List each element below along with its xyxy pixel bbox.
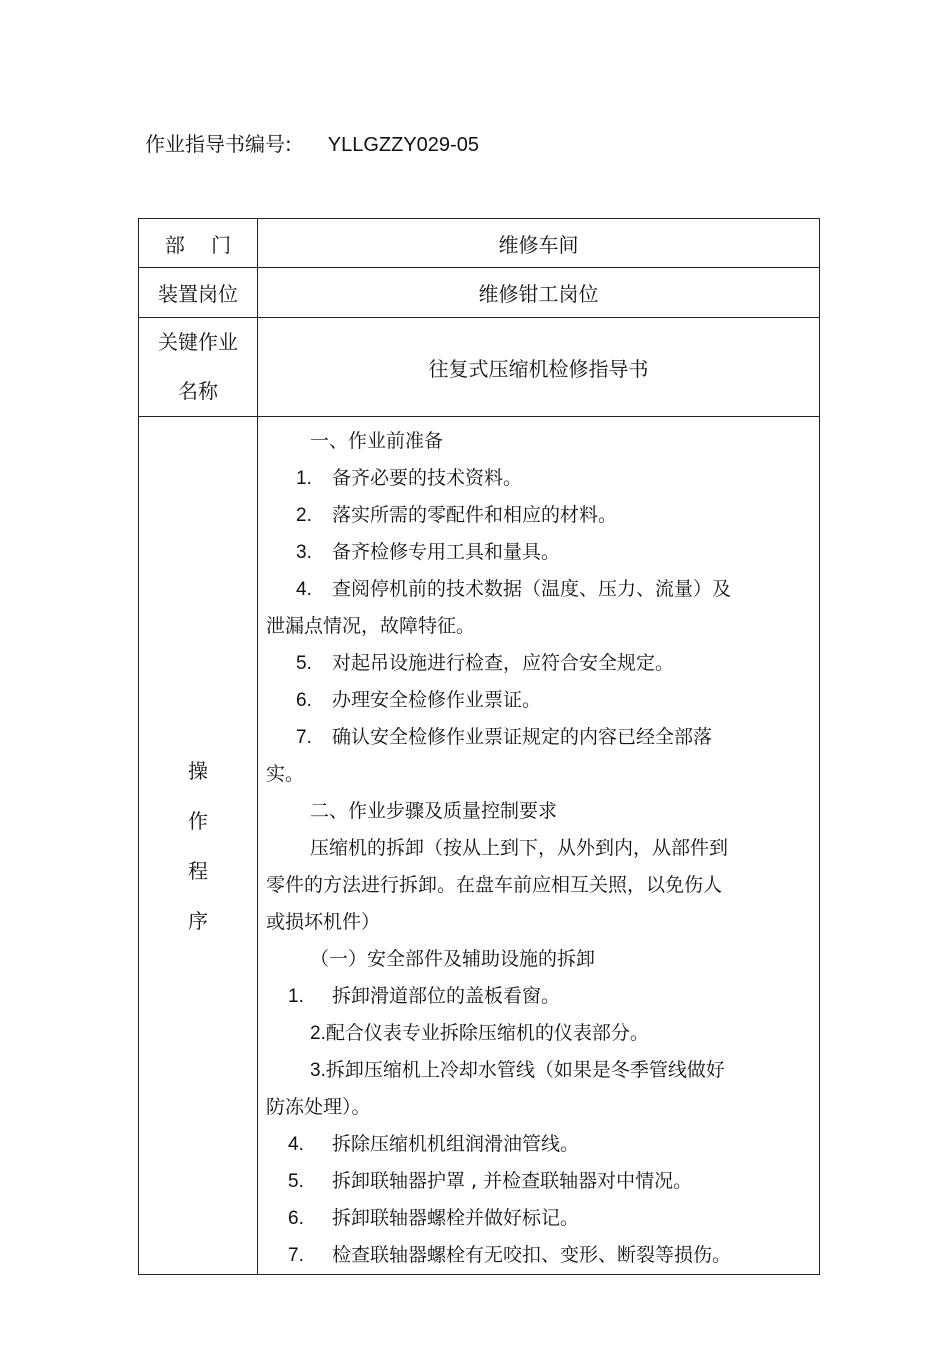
document-number-label: 作业指导书编号: [145,132,292,156]
list-item: 3. 备齐检修专用工具和量具。 [296,541,561,563]
procedure-content [258,417,820,1275]
list-item: 6. 办理安全检修作业票证。 [296,689,542,711]
procedure-row [139,417,820,1275]
list-item: 7. 确认安全检修作业票证规定的内容已经全部落 [296,726,713,748]
work-name-label [139,318,258,417]
post-label: 装置岗位 [139,268,258,318]
department-label: 部 门 [139,219,258,268]
list-item: 5. 拆卸联轴器护罩 , 并检查联轴器对中情况。 [288,1170,693,1192]
post-value: 维修钳工岗位 [258,268,820,318]
list-item-continuation: 防冻处理）。 [266,1096,371,1118]
work-instruction-table [138,218,820,1275]
list-item: 1. 拆卸滑道部位的盖板看窗。 [288,985,561,1007]
procedure-label-char: 作 [188,808,208,833]
procedure-label-char: 序 [188,908,208,933]
paragraph: 或损坏机件） [266,911,381,933]
list-item: 4. 拆除压缩机机组润滑油管线。 [288,1133,580,1155]
list-item: 3.拆卸压缩机上冷却水管线（如果是冬季管线做好 [310,1059,725,1081]
list-item: 4. 查阅停机前的技术数据（温度、压力、流量）及 [296,578,732,600]
list-item: 2.配合仪表专业拆除压缩机的仪表部分。 [310,1022,649,1044]
section-1-title: 一、作业前准备 [310,430,444,452]
list-item: 7. 检查联轴器螺栓有无咬扣、变形、断裂等损伤。 [288,1244,732,1266]
procedure-label-char: 程 [188,858,208,883]
work-name-value: 往复式压缩机检修指导书 [258,318,820,417]
section-2-title: 二、作业步骤及质量控制要求 [310,800,558,822]
list-item: 6. 拆卸联轴器螺栓并做好标记。 [288,1207,580,1229]
procedure-label-char: 操 [188,758,208,783]
list-item: 5. 对起吊设施进行检查，应符合安全规定。 [296,652,675,674]
work-name-row [139,318,820,417]
paragraph: 压缩机的拆卸（按从上到下，从外到内，从部件到 [310,837,729,859]
list-item-continuation: 泄漏点情况，故障特征。 [266,615,476,637]
paragraph: 零件的方法进行拆卸。在盘车前应相互关照，以免伤人 [266,874,723,896]
procedure-label [139,417,258,1275]
document-number [145,128,479,157]
work-name-label-line1: 关键作业 [158,330,238,354]
post-row [139,268,820,318]
department-value: 维修车间 [258,219,820,268]
list-item: 1. 备齐必要的技术资料。 [296,467,523,489]
list-item-continuation: 实。 [266,763,305,785]
document-number-code: YLLGZZY029-05 [327,134,479,156]
list-item: 2. 落实所需的零配件和相应的材料。 [296,504,618,526]
department-row [139,219,820,268]
subsection-title: （一）安全部件及辅助设施的拆卸 [310,948,596,970]
work-name-label-line2: 名称 [178,379,218,403]
